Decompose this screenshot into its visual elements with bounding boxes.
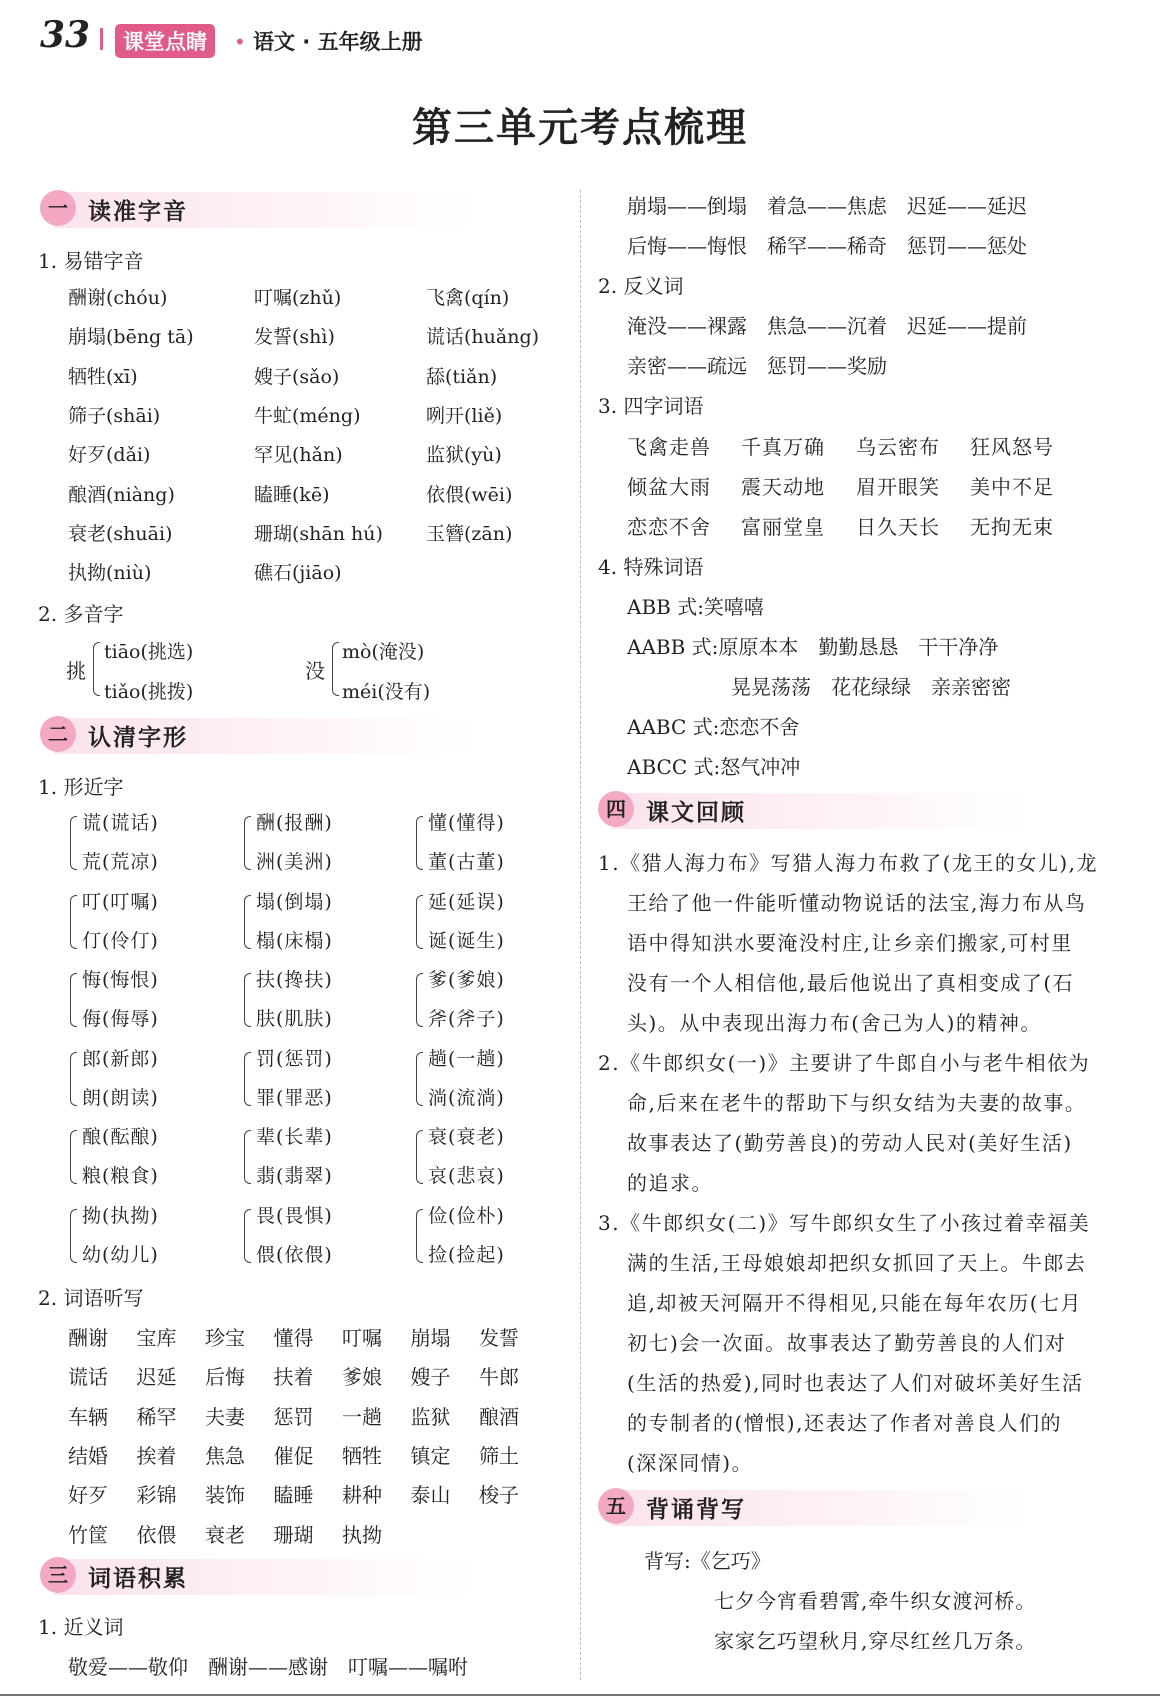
review-line: 语中得知洪水要淹没村庄,让乡亲们搬家,可村里 bbox=[627, 931, 1073, 955]
subheading: 2. 多音字 bbox=[38, 602, 124, 626]
similar-char: 诞(诞生) bbox=[428, 929, 505, 952]
brace bbox=[416, 1130, 423, 1184]
four-char-word: 震天动地 bbox=[741, 475, 825, 499]
pinyin-item: 礁石(jiāo) bbox=[254, 562, 342, 585]
section-header bbox=[40, 1557, 480, 1597]
dictation-word: 叮嘱 bbox=[342, 1326, 382, 1350]
dictation-word: 泰山 bbox=[410, 1483, 451, 1508]
subheading: 1. 形近字 bbox=[38, 775, 124, 799]
brace bbox=[244, 1130, 251, 1184]
similar-char: 榻(床榻) bbox=[256, 929, 333, 952]
dictation-word: 执拗 bbox=[342, 1522, 382, 1547]
section-title: 背诵背写 bbox=[646, 1497, 746, 1523]
subheading: 4. 特殊词语 bbox=[598, 555, 704, 579]
dictation-word: 梭子 bbox=[479, 1483, 519, 1508]
dictation-word: 迟延 bbox=[136, 1365, 177, 1390]
similar-char: 俭(俭朴) bbox=[428, 1204, 505, 1227]
word-pattern: 晃晃荡荡 花花绿绿 亲亲密密 bbox=[731, 675, 1011, 699]
dictation-word: 懂得 bbox=[273, 1326, 314, 1350]
dictation-word: 嫂子 bbox=[410, 1365, 451, 1390]
pinyin-item: 监狱(yù) bbox=[426, 444, 502, 467]
similar-char: 郎(新郎) bbox=[82, 1047, 159, 1070]
review-line: 1.《猎人海力布》写猎人海力布救了(龙王的女儿),龙 bbox=[598, 851, 1099, 875]
subheading: 2. 反义词 bbox=[598, 274, 684, 298]
pinyin-item: 发誓(shì) bbox=[254, 326, 335, 349]
bottom-rule bbox=[0, 1694, 1160, 1696]
recite-label: 背写:《乞巧》 bbox=[644, 1549, 771, 1573]
similar-char: 荒(荒凉) bbox=[82, 851, 159, 873]
review-line: 的专制者的(憎恨),还表达了作者对善良人们的 bbox=[627, 1411, 1062, 1435]
dictation-word: 酬谢 bbox=[68, 1326, 108, 1350]
brace bbox=[416, 973, 423, 1027]
dictation-word: 筛土 bbox=[479, 1443, 519, 1468]
section-number: 二 bbox=[40, 716, 76, 752]
similar-char: 肤(肌肤) bbox=[256, 1008, 333, 1030]
dictation-word: 惩罚 bbox=[273, 1404, 314, 1429]
subheading: 2. 词语听写 bbox=[38, 1286, 144, 1310]
section-header bbox=[40, 716, 480, 756]
similar-char: 懂(懂得) bbox=[428, 812, 505, 834]
dictation-word: 牛郎 bbox=[479, 1365, 519, 1390]
word-pattern: AABC 式:恋恋不舍 bbox=[627, 715, 800, 739]
subheading: 3. 四字词语 bbox=[598, 394, 704, 418]
pinyin-item: 牛虻(méng) bbox=[254, 404, 361, 427]
dictation-word: 牺牲 bbox=[342, 1443, 382, 1468]
similar-char: 侮(侮辱) bbox=[82, 1008, 159, 1030]
synonym-line: 敬爱——敬仰 酬谢——感谢 叮嘱——嘱咐 bbox=[68, 1655, 468, 1679]
dictation-word: 崩塌 bbox=[410, 1326, 451, 1350]
review-line: 2.《牛郎织女(一)》主要讲了牛郎自小与老牛相依为 bbox=[598, 1051, 1091, 1075]
dictation-word: 后悔 bbox=[205, 1365, 245, 1390]
pinyin-item: 玉簪(zān) bbox=[426, 522, 513, 545]
polyphone-reading: tiāo(挑选) bbox=[104, 641, 194, 663]
subheading: 1. 近义词 bbox=[38, 1615, 124, 1639]
column-divider bbox=[580, 190, 581, 1680]
pinyin-item: 好歹(dǎi) bbox=[68, 444, 151, 467]
pinyin-item: 咧开(liě) bbox=[426, 404, 503, 427]
dictation-word: 镇定 bbox=[410, 1443, 451, 1468]
section-number: 三 bbox=[40, 1557, 76, 1593]
dictation-word: 装饰 bbox=[205, 1483, 245, 1508]
section-header bbox=[598, 1488, 1038, 1528]
polyphone-reading: méi(没有) bbox=[342, 681, 431, 703]
dictation-word: 车辆 bbox=[68, 1404, 108, 1429]
brace bbox=[70, 1130, 77, 1184]
similar-char: 罚(惩罚) bbox=[256, 1047, 333, 1070]
pinyin-item: 珊瑚(shān hú) bbox=[254, 522, 383, 545]
similar-char: 拗(执拗) bbox=[82, 1204, 159, 1227]
pinyin-item: 舔(tiǎn) bbox=[426, 365, 498, 388]
dictation-word: 好歹 bbox=[68, 1483, 108, 1508]
pinyin-item: 执拗(niù) bbox=[68, 562, 152, 585]
four-char-word: 飞禽走兽 bbox=[627, 435, 711, 459]
section-header bbox=[40, 190, 480, 230]
review-line: 王给了他一件能听懂动物说话的法宝,海力布从鸟 bbox=[627, 891, 1087, 915]
similar-char: 哀(悲哀) bbox=[428, 1165, 505, 1187]
similar-char: 翡(翡翠) bbox=[256, 1165, 333, 1187]
four-char-word: 恋恋不舍 bbox=[627, 515, 711, 539]
dictation-word: 竹筐 bbox=[68, 1522, 108, 1547]
dictation-word: 爹娘 bbox=[342, 1365, 382, 1390]
polyphone-char: 挑 bbox=[66, 659, 86, 683]
pinyin-item: 衰老(shuāi) bbox=[68, 522, 173, 545]
four-char-word: 美中不足 bbox=[970, 475, 1054, 499]
brace bbox=[416, 1052, 423, 1106]
brace bbox=[244, 816, 251, 870]
dictation-word: 结婚 bbox=[68, 1443, 108, 1468]
review-line: 没有一个人相信他,最后他说出了真相变成了(石 bbox=[627, 971, 1075, 995]
header-divider bbox=[100, 28, 103, 50]
synonym-line: 崩塌——倒塌 着急——焦虑 迟延——延迟 bbox=[627, 194, 1027, 218]
four-char-word: 千真万确 bbox=[741, 435, 825, 459]
similar-char: 董(古董) bbox=[428, 851, 505, 873]
dictation-word: 一趟 bbox=[342, 1404, 382, 1429]
similar-char: 爹(爹娘) bbox=[428, 969, 505, 991]
brace bbox=[244, 1209, 251, 1263]
section-title: 读准字音 bbox=[88, 199, 188, 225]
dictation-word: 依偎 bbox=[136, 1522, 177, 1547]
brace bbox=[244, 1052, 251, 1106]
similar-char: 畏(畏惧) bbox=[256, 1204, 333, 1227]
similar-char: 罪(罪恶) bbox=[256, 1086, 333, 1109]
dictation-word: 珍宝 bbox=[205, 1326, 245, 1350]
word-pattern: ABB 式:笑嘻嘻 bbox=[627, 595, 764, 619]
pinyin-item: 崩塌(bēng tā) bbox=[68, 326, 194, 349]
section-number: 一 bbox=[40, 190, 76, 226]
dictation-word: 焦急 bbox=[205, 1443, 245, 1468]
pinyin-item: 叮嘱(zhǔ) bbox=[254, 287, 342, 309]
dictation-word: 监狱 bbox=[410, 1404, 451, 1429]
dictation-word: 酿酒 bbox=[479, 1404, 519, 1429]
section-header bbox=[598, 791, 1038, 831]
pinyin-item: 瞌睡(kē) bbox=[254, 483, 330, 506]
pinyin-item: 谎话(huǎng) bbox=[426, 326, 540, 349]
similar-char: 酬(报酬) bbox=[256, 812, 333, 834]
brace bbox=[244, 895, 251, 949]
four-char-word: 无拘无束 bbox=[970, 515, 1054, 539]
similar-char: 斧(斧子) bbox=[428, 1008, 505, 1030]
dictation-word: 耕种 bbox=[342, 1483, 382, 1508]
word-pattern: ABCC 式:怒气冲冲 bbox=[627, 755, 801, 779]
polyphone-char: 没 bbox=[305, 659, 325, 683]
section-title: 课文回顾 bbox=[646, 800, 746, 826]
polyphone-reading: mò(淹没) bbox=[342, 641, 425, 663]
review-line: 初七)会一次面。故事表达了勤劳善良的人们对 bbox=[627, 1331, 1067, 1355]
antonym-line: 亲密——疏远 惩罚——奖励 bbox=[627, 354, 887, 378]
four-char-word: 乌云密布 bbox=[856, 435, 940, 459]
brace bbox=[416, 816, 423, 870]
brace bbox=[70, 816, 77, 870]
brace bbox=[332, 642, 339, 696]
review-line: (深深同情)。 bbox=[627, 1451, 754, 1475]
similar-char: 淌(流淌) bbox=[428, 1086, 505, 1109]
pinyin-item: 筛子(shāi) bbox=[68, 404, 161, 427]
similar-char: 洲(美洲) bbox=[256, 851, 333, 873]
brace bbox=[70, 973, 77, 1027]
review-line: 3.《牛郎织女(二)》写牛郎织女生了小孩过着幸福美 bbox=[598, 1211, 1091, 1235]
four-char-word: 日久天长 bbox=[856, 515, 940, 539]
subheading: 1. 易错字音 bbox=[38, 249, 144, 273]
similar-char: 扶(搀扶) bbox=[256, 969, 333, 991]
similar-char: 辈(长辈) bbox=[256, 1126, 333, 1148]
page-title: 第三单元考点梳理 bbox=[412, 105, 748, 151]
dictation-word: 宝库 bbox=[136, 1326, 177, 1350]
dictation-word: 扶着 bbox=[273, 1365, 314, 1390]
pinyin-item: 酬谢(chóu) bbox=[68, 287, 168, 309]
poem-line: 七夕今宵看碧霄,牵牛织女渡河桥。 bbox=[714, 1589, 1037, 1613]
dictation-word: 珊瑚 bbox=[273, 1522, 314, 1547]
brace bbox=[70, 895, 77, 949]
antonym-line: 淹没——裸露 焦急——沉着 迟延——提前 bbox=[627, 314, 1027, 338]
section-number: 五 bbox=[598, 1488, 634, 1524]
poem-line: 家家乞巧望秋月,穿尽红丝几万条。 bbox=[714, 1629, 1037, 1653]
review-line: 追,却被天河隔开不得相见,只能在每年农历(七月 bbox=[627, 1291, 1083, 1315]
brace bbox=[70, 1052, 77, 1106]
brace bbox=[93, 642, 100, 696]
similar-char: 延(延误) bbox=[428, 890, 505, 913]
brace bbox=[70, 1209, 77, 1263]
dictation-word: 瞌睡 bbox=[273, 1483, 314, 1508]
similar-char: 塌(倒塌) bbox=[256, 890, 333, 913]
section-title: 词语积累 bbox=[88, 1566, 188, 1592]
review-line: 故事表达了(勤劳善良)的劳动人民对(美好生活) bbox=[627, 1131, 1073, 1155]
dictation-word: 发誓 bbox=[479, 1326, 519, 1350]
pinyin-item: 牺牲(xī) bbox=[68, 365, 138, 388]
dictation-word: 稀罕 bbox=[136, 1404, 177, 1429]
similar-char: 偎(依偎) bbox=[256, 1243, 333, 1266]
header-badge: 课堂点睛 bbox=[115, 24, 215, 58]
similar-char: 捡(捡起) bbox=[428, 1243, 505, 1266]
section-number: 四 bbox=[598, 791, 634, 827]
pinyin-item: 飞禽(qín) bbox=[426, 287, 510, 309]
word-pattern: AABB 式:原原本本 勤勤恳恳 干干净净 bbox=[627, 635, 999, 659]
brace bbox=[244, 973, 251, 1027]
page-number: 33 bbox=[40, 14, 91, 56]
similar-char: 趟(一趟) bbox=[428, 1047, 505, 1070]
synonym-line: 后悔——悔恨 稀罕——稀奇 惩罚——惩处 bbox=[627, 234, 1027, 258]
similar-char: 粮(粮食) bbox=[82, 1165, 159, 1187]
dictation-word: 挨着 bbox=[136, 1443, 177, 1468]
four-char-word: 富丽堂皇 bbox=[741, 515, 825, 539]
review-line: 命,后来在老牛的帮助下与织女结为夫妻的故事。 bbox=[627, 1091, 1087, 1115]
review-line: 头)。从中表现出海力布(舍己为人)的精神。 bbox=[627, 1011, 1042, 1035]
pinyin-item: 罕见(hǎn) bbox=[254, 444, 343, 467]
similar-char: 衰(衰老) bbox=[428, 1126, 505, 1148]
review-line: 满的生活,王母娘娘却把织女抓回了天上。牛郎去 bbox=[627, 1251, 1087, 1275]
section-title: 认清字形 bbox=[88, 725, 188, 751]
dictation-word: 彩锦 bbox=[136, 1483, 177, 1508]
similar-char: 酿(酝酿) bbox=[82, 1126, 159, 1148]
polyphone-reading: tiǎo(挑拨) bbox=[104, 681, 194, 703]
dictation-word: 衰老 bbox=[205, 1522, 245, 1547]
dictation-word: 夫妻 bbox=[205, 1404, 245, 1429]
pinyin-item: 嫂子(sǎo) bbox=[254, 365, 340, 388]
similar-char: 仃(伶仃) bbox=[82, 929, 159, 952]
four-char-word: 倾盆大雨 bbox=[627, 475, 711, 499]
similar-char: 谎(谎话) bbox=[82, 812, 159, 834]
pinyin-item: 酿酒(niàng) bbox=[68, 483, 175, 506]
four-char-word: 狂风怒号 bbox=[970, 435, 1054, 459]
header-subject: 语文 · 五年级上册 bbox=[253, 30, 423, 54]
four-char-word: 眉开眼笑 bbox=[856, 475, 940, 499]
similar-char: 悔(悔恨) bbox=[82, 969, 159, 991]
brace bbox=[416, 895, 423, 949]
review-line: (生活的热爱),同时也表达了人们对破坏美好生活 bbox=[627, 1371, 1084, 1395]
similar-char: 朗(朗读) bbox=[82, 1086, 159, 1109]
brace bbox=[416, 1209, 423, 1263]
header-dot: • bbox=[234, 30, 246, 54]
dictation-word: 催促 bbox=[273, 1443, 314, 1468]
similar-char: 幼(幼儿) bbox=[82, 1243, 159, 1266]
dictation-word: 谎话 bbox=[68, 1365, 108, 1390]
review-line: 的追求。 bbox=[627, 1171, 713, 1195]
pinyin-item: 依偎(wēi) bbox=[426, 483, 513, 506]
similar-char: 叮(叮嘱) bbox=[82, 890, 159, 913]
